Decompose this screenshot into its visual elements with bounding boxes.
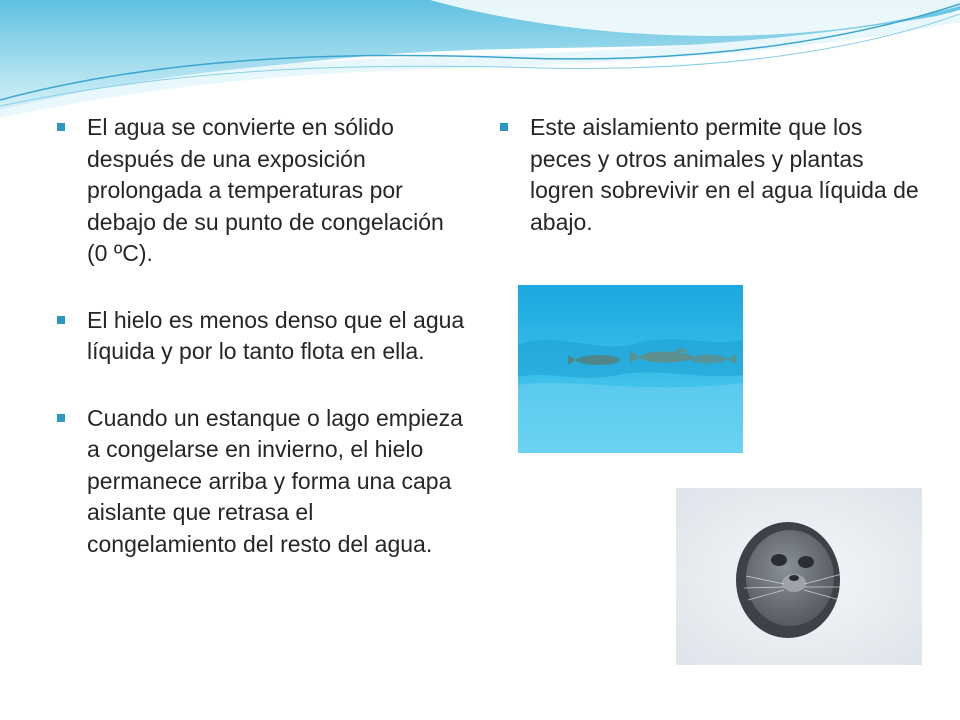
bullet-item [500,112,920,238]
fish-under-ice-photo [518,285,743,453]
bullet-text: Este aislamiento permite que los peces y otros animales y plantas logren sobrevivir en el agua líquida de abajo. [530,114,919,235]
square-bullet-icon [57,414,65,422]
square-bullet-icon [57,123,65,131]
bullet-text: El agua se convierte en sólido después de una exposición prolongada a temperaturas por debajo de su punto de congelación (0 ºC). [87,114,444,266]
bullet-item [57,403,467,561]
header-wave-decoration [0,0,960,120]
left-text-column [57,112,467,560]
right-bullet-list [500,112,920,238]
left-bullet-list [57,112,467,560]
seal-in-ice-hole-photo [676,488,922,665]
bullet-item [57,112,467,270]
bullet-text: El hielo es menos denso que el agua líquida y por lo tanto flota en ella. [87,306,465,364]
right-text-column [500,112,920,238]
bullet-item [57,305,467,368]
square-bullet-icon [500,123,508,131]
square-bullet-icon [57,316,65,324]
bullet-text: Cuando un estanque o lago empieza a congelarse en invierno, el hielo permanece arriba y forma una capa aislante que retrasa el congelamiento del resto del agua. [87,404,463,557]
